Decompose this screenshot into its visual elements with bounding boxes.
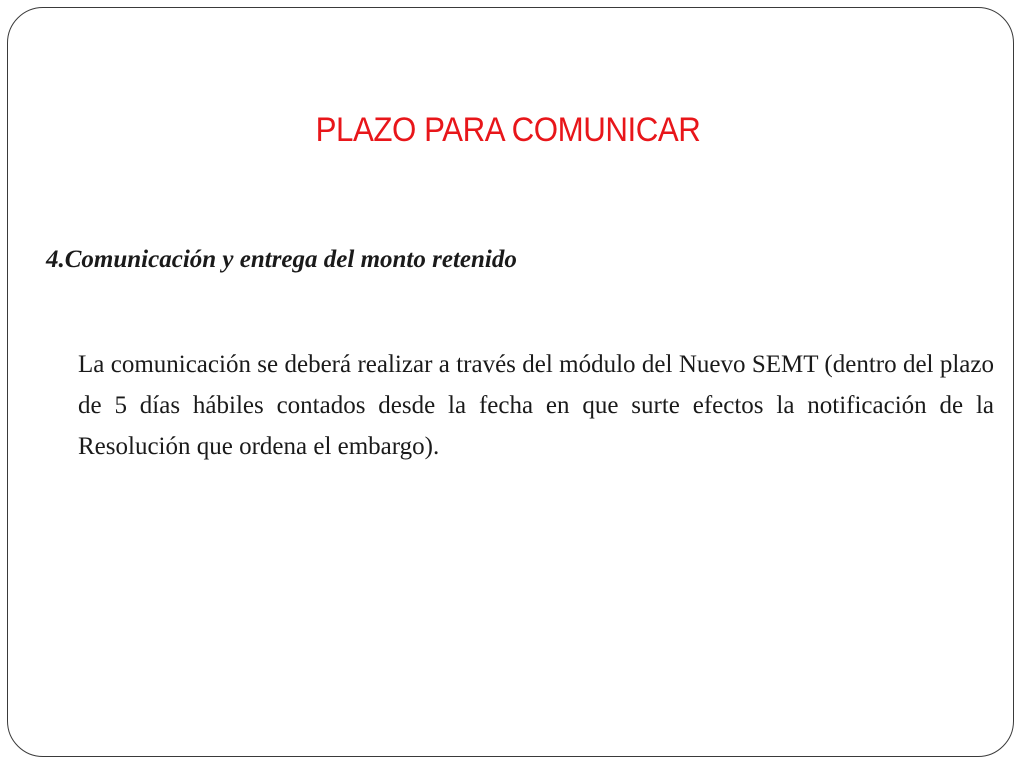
section-heading: 4.Comunicación y entrega del monto retenido	[46, 246, 517, 273]
slide-title: PLAZO PARA COMUNICAR	[315, 111, 701, 149]
slide-frame	[7, 7, 1014, 757]
body-paragraph: La comunicación se deberá realizar a través del módulo del Nuevo SEMT (dentro del plazo de 5 días hábiles contados desde la fecha en que surte efectos la notificación de la Resolución que ordena el embargo).	[78, 351, 994, 460]
